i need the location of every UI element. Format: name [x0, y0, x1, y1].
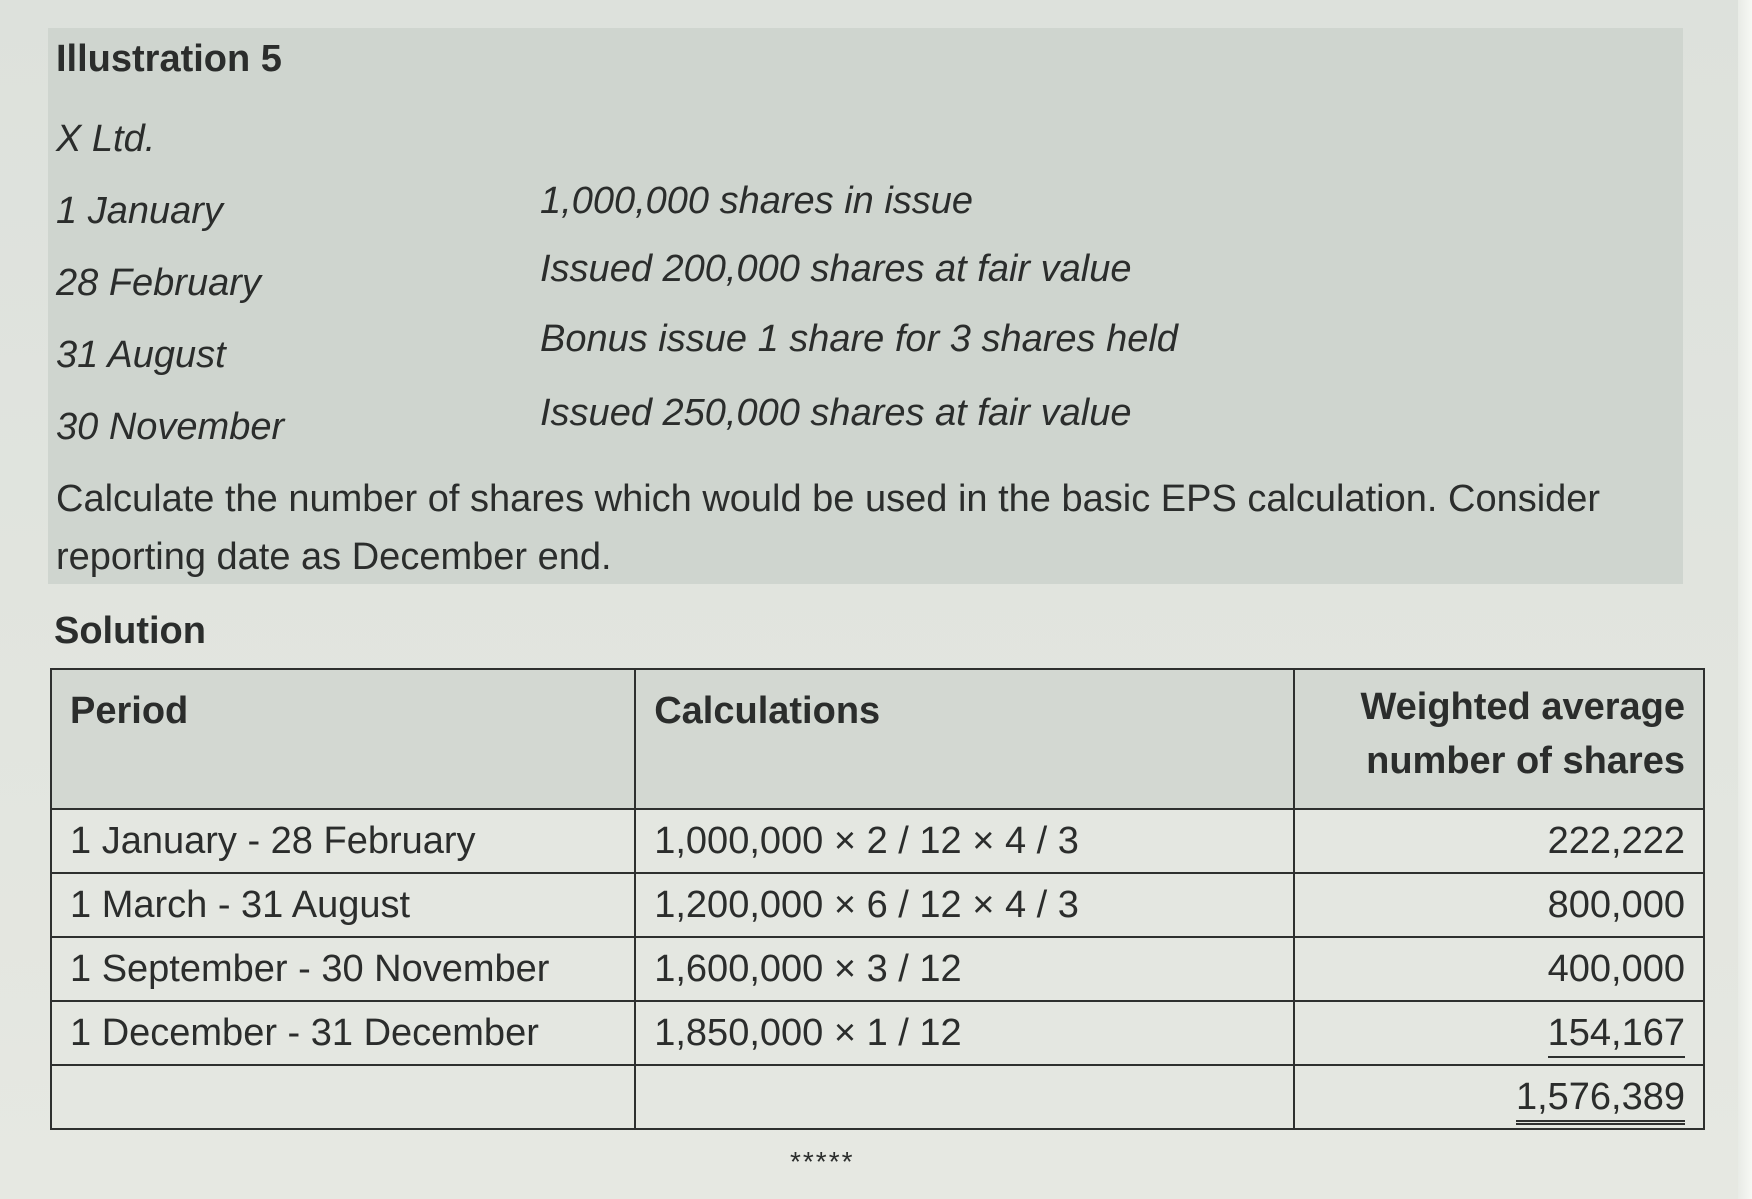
- section-separator: *****: [790, 1146, 855, 1177]
- table-row: [51, 809, 1704, 873]
- calculation-cell: 1,850,000 × 1 / 12: [635, 1001, 1294, 1065]
- event-date: 1 January: [56, 190, 223, 232]
- table-header-row: [51, 669, 1704, 809]
- weighted-cell: [1294, 1001, 1704, 1065]
- table-row: [51, 1001, 1704, 1065]
- period-cell: 1 September - 30 November: [51, 937, 635, 1001]
- solution-heading: Solution: [54, 610, 206, 652]
- column-header-period: Period: [51, 669, 635, 809]
- event-date: 30 November: [56, 406, 285, 448]
- calculation-cell: 1,600,000 × 3 / 12: [635, 937, 1294, 1001]
- column-header-calculations: Calculations: [635, 669, 1294, 809]
- empty-cell: [51, 1065, 635, 1129]
- page-edge: [1738, 0, 1752, 1199]
- total-value: 1,576,389: [1516, 1076, 1685, 1125]
- empty-cell: [635, 1065, 1294, 1129]
- calculation-cell: 1,200,000 × 6 / 12 × 4 / 3: [635, 873, 1294, 937]
- total-cell: [1294, 1065, 1704, 1129]
- event-description: Bonus issue 1 share for 3 shares held: [540, 318, 1178, 360]
- weighted-cell: 800,000: [1294, 873, 1704, 937]
- weighted-value: 154,167: [1548, 1012, 1685, 1058]
- company-name: X Ltd.: [56, 118, 156, 160]
- solution-table: [50, 668, 1705, 1130]
- event-description: 1,000,000 shares in issue: [540, 180, 974, 222]
- event-date: 28 February: [56, 262, 261, 304]
- weighted-cell: 222,222: [1294, 809, 1704, 873]
- weighted-cell: 400,000: [1294, 937, 1704, 1001]
- calculation-cell: 1,000,000 × 2 / 12 × 4 / 3: [635, 809, 1294, 873]
- total-row: [51, 1065, 1704, 1129]
- event-date: 31 August: [56, 334, 226, 376]
- illustration-title: Illustration 5: [56, 38, 282, 80]
- question-text: Calculate the number of shares which would be used in the basic EPS calculation. Consider reporting date as December end.: [56, 478, 1601, 578]
- event-description: Issued 200,000 shares at fair value: [540, 248, 1132, 290]
- column-header-weighted-average: Weighted average number of shares: [1294, 669, 1704, 809]
- table-row: [51, 937, 1704, 1001]
- period-cell: 1 March - 31 August: [51, 873, 635, 937]
- table-row: [51, 873, 1704, 937]
- event-description: Issued 250,000 shares at fair value: [540, 392, 1132, 434]
- period-cell: 1 December - 31 December: [51, 1001, 635, 1065]
- period-cell: 1 January - 28 February: [51, 809, 635, 873]
